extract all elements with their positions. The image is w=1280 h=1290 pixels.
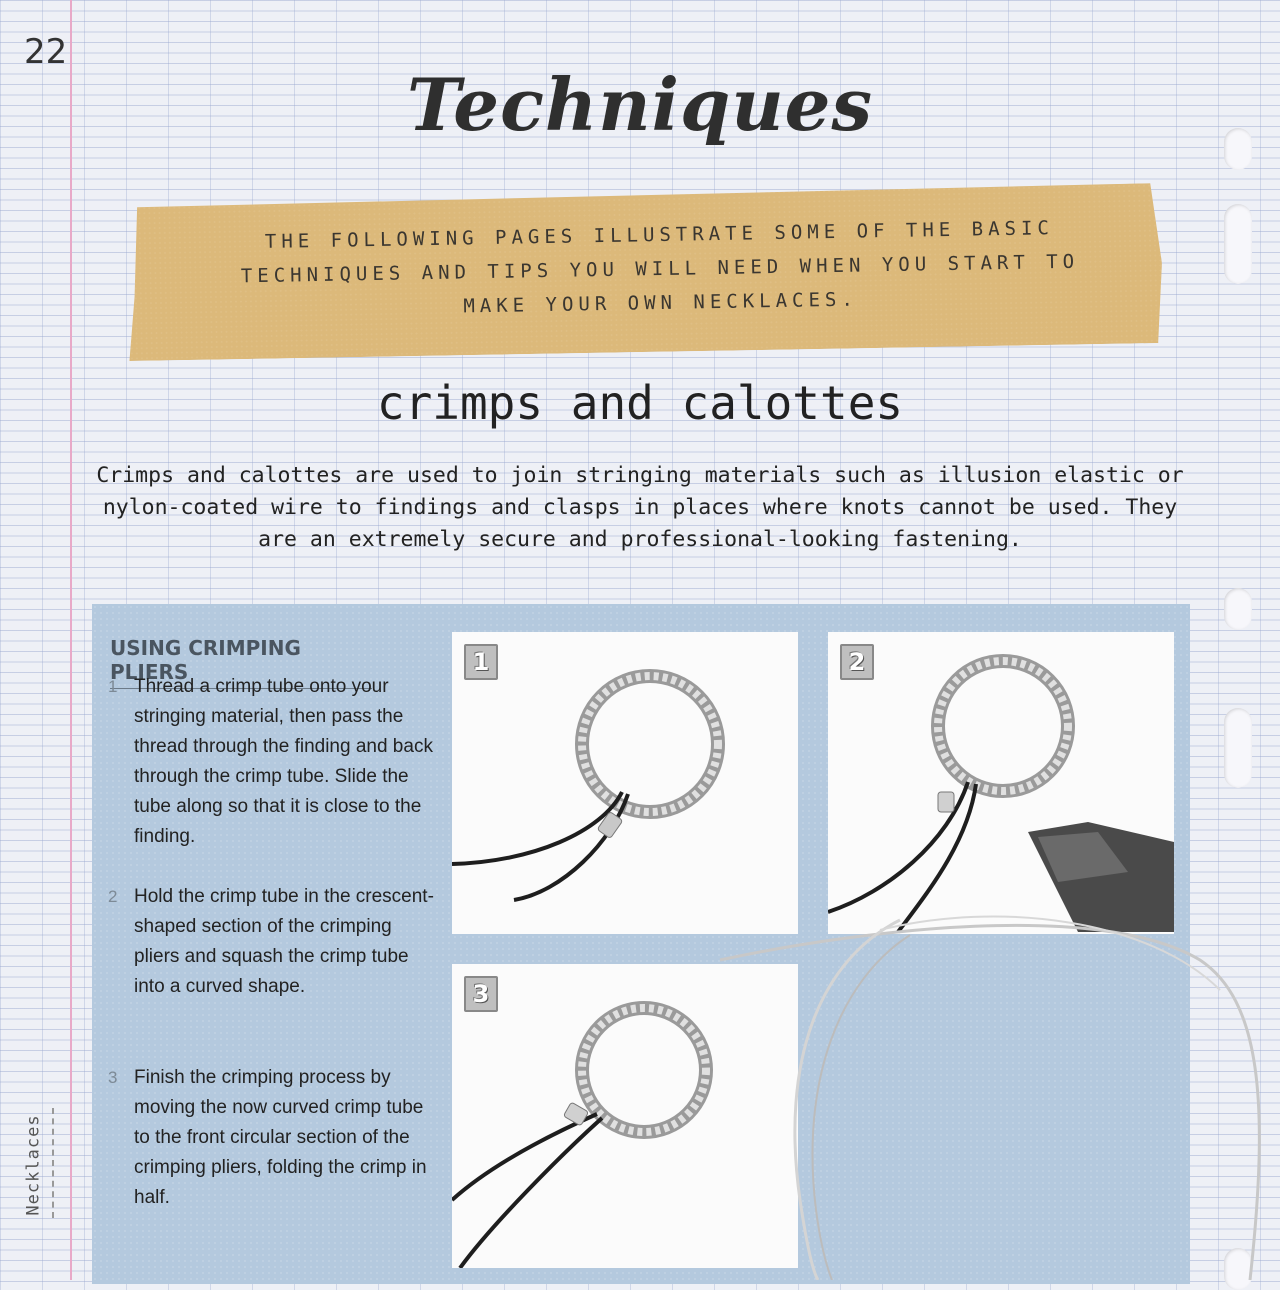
step-1 (108, 672, 438, 852)
binder-hole (1224, 204, 1252, 284)
side-dashed-rule (52, 1108, 54, 1218)
intro-paragraph: Crimps and calottes are used to join stringing materials such as illusion elastic or nylon-coated wire to findings and clasps in places where knots cannot be used. They are an extremely secure and professional-looking fastening. (96, 463, 1184, 552)
page-number: 22 (24, 32, 68, 72)
step-badge: 1 (464, 644, 498, 680)
section-heading: crimps and calottes (376, 376, 904, 430)
step-3 (108, 1063, 438, 1213)
step-photo-1 (452, 632, 798, 934)
ring-photo-illustration (452, 632, 798, 934)
step-2 (108, 882, 438, 1002)
ring-with-pliers-illustration (828, 632, 1174, 934)
binder-hole (1224, 588, 1252, 630)
step-photo-2 (828, 632, 1174, 934)
step-text: Thread a crimp tube onto your stringing material, then pass the thread through the finding and back through the crimp tube. Slide the tube along so that it is close to the finding. (134, 676, 433, 847)
tape-text: THE FOLLOWING PAGES ILLUSTRATE SOME OF THE BASIC TECHNIQUES AND TIPS YOU WILL NEED WHEN YOU START TO MAKE YOUR OWN NECKLACES. (240, 217, 1080, 318)
step-number: 1 (108, 677, 118, 696)
panel-subheading: USING CRIMPING PLIERS (110, 636, 372, 689)
side-label-text: Necklaces (24, 1114, 44, 1216)
section-side-label (22, 1110, 46, 1220)
step-badge: 3 (464, 976, 498, 1012)
page-title: Techniques (406, 62, 874, 147)
margin-line (70, 0, 72, 1280)
step-number: 3 (108, 1068, 118, 1087)
step-text: Hold the crimp tube in the crescent-shaped section of the crimping pliers and squash the crimp tube into a curved shape. (134, 886, 434, 997)
step-badge: 2 (840, 644, 874, 680)
binder-hole (1224, 1248, 1252, 1290)
binder-hole (1224, 708, 1252, 788)
ring-finished-crimp-illustration (452, 964, 798, 1268)
step-number: 2 (108, 887, 118, 906)
step-photo-3 (452, 964, 798, 1268)
step-text: Finish the crimping process by moving the now curved crimp tube to the front circular section of the crimping pliers, folding the crimp in half. (134, 1067, 427, 1208)
